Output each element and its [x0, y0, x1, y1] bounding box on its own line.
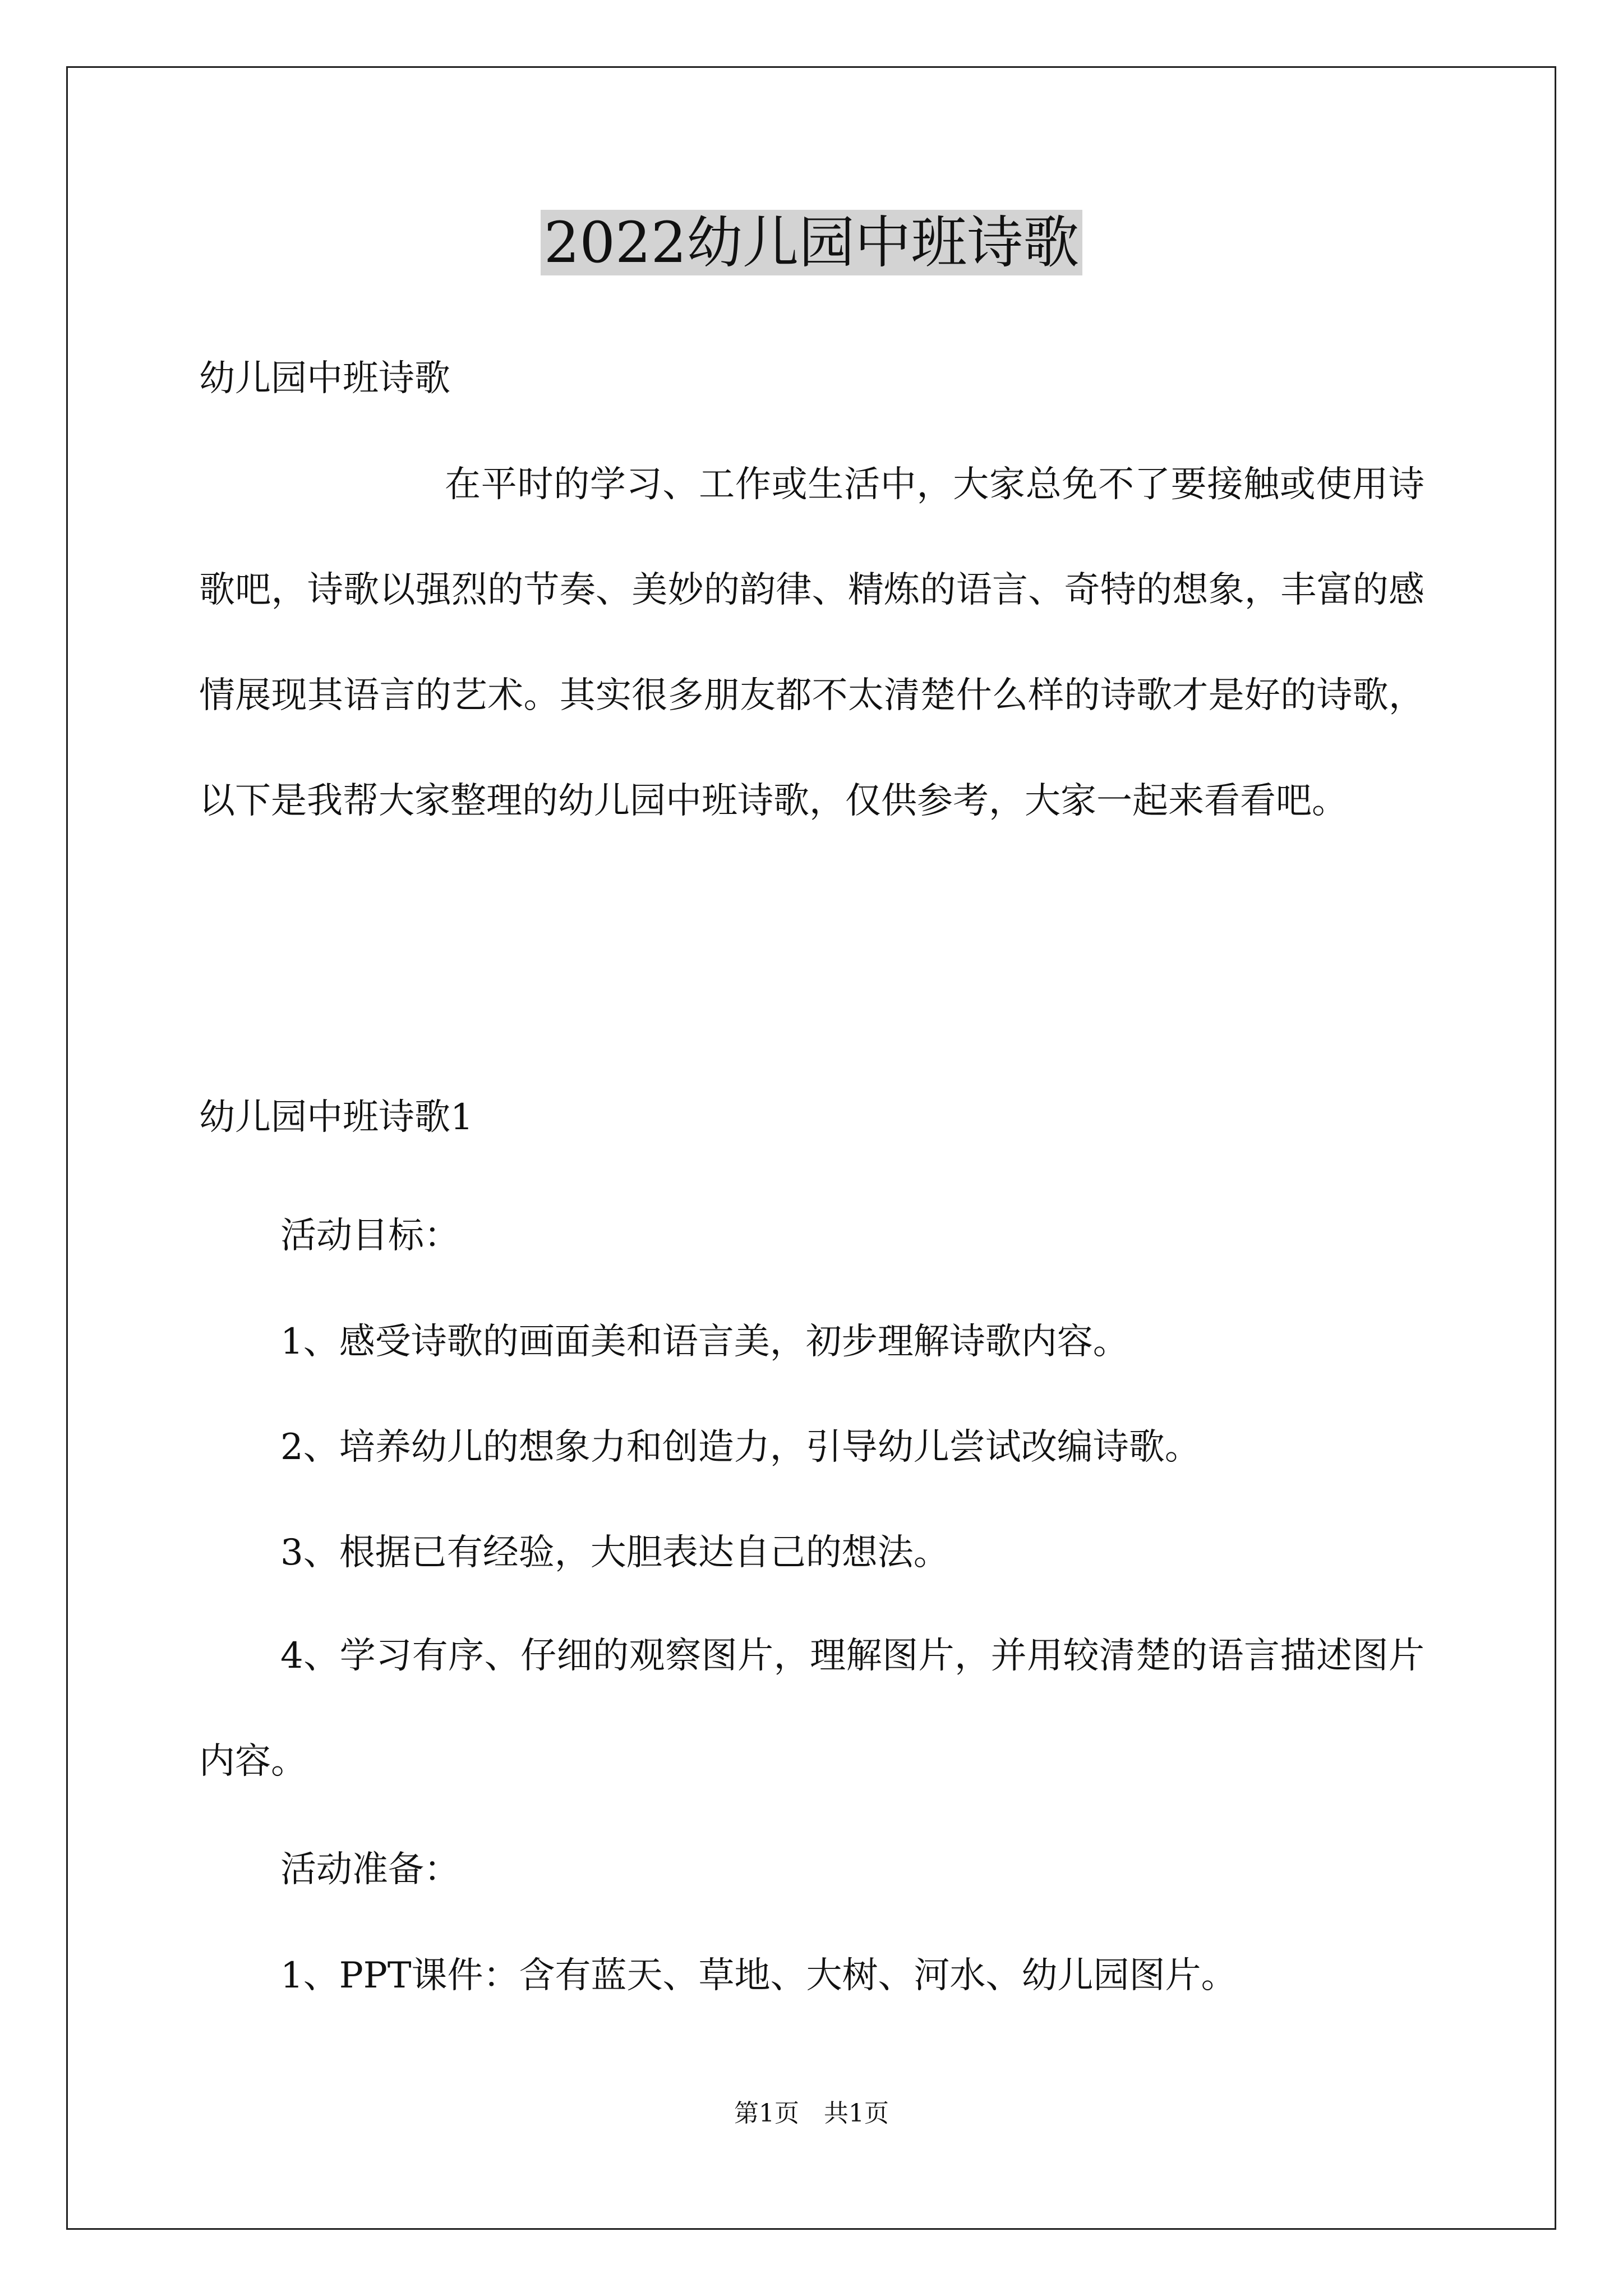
intro-paragraph: 在平时的学习、工作或生活中，大家总免不了要接触或使用诗歌吧，诗歌以强烈的节奏、美妙的韵律、精炼的语言、奇特的想象，丰富的感情展现其语言的艺术。其实很多朋友都不太清楚什么样的诗歌才是好的诗歌，以下是我帮大家整理的幼儿园中班诗歌，仅供参考，大家一起来看看吧。: [199, 464, 1424, 822]
goal-item-3: 3、根据已有经验，大胆表达自己的想法。: [280, 1532, 949, 1573]
prep-heading: 活动准备：: [280, 1849, 460, 1890]
section-heading: 幼儿园中班诗歌1: [199, 1097, 473, 1138]
document-title: [0, 206, 1623, 279]
goal-item-1: 1、感受诗歌的画面美和语言美，初步理解诗歌内容。: [280, 1321, 1129, 1363]
page-footer: 第1页 共1页: [734, 2099, 889, 2128]
document-title-text: 2022幼儿园中班诗歌: [541, 210, 1083, 275]
goal-item-4: 4、学习有序、仔细的观察图片，理解图片，并用较清楚的语言描述图片内容。: [199, 1635, 1424, 1782]
document-subtitle: 幼儿园中班诗歌: [199, 358, 450, 399]
goal-item-2: 2、培养幼儿的想象力和创造力，引导幼儿尝试改编诗歌。: [280, 1427, 1201, 1468]
prep-item-1: 1、PPT课件：含有蓝天、草地、大树、河水、幼儿园图片。: [280, 1955, 1237, 1996]
goals-heading: 活动目标：: [280, 1215, 460, 1257]
